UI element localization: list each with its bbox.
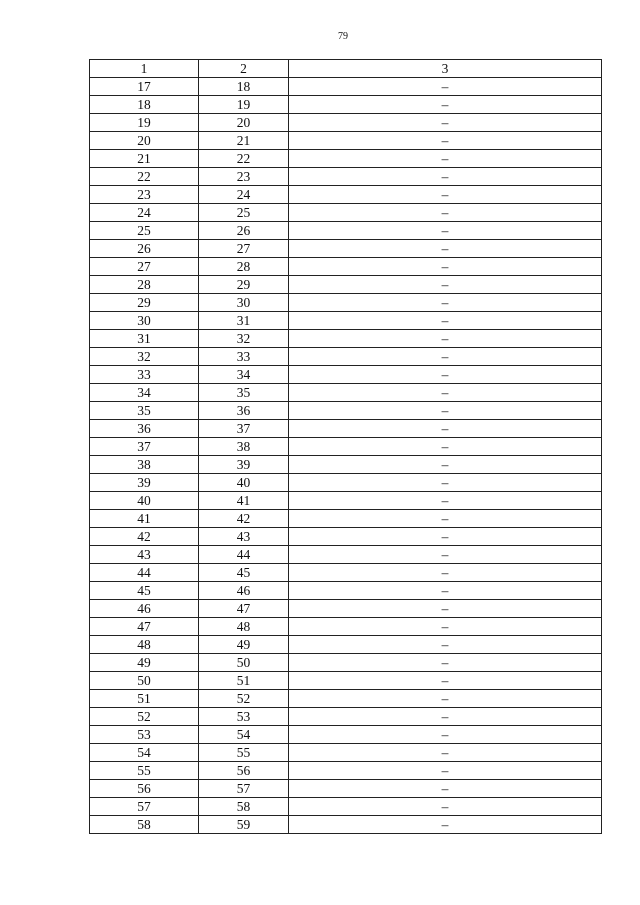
table-cell-col-1: 22 [90, 168, 199, 186]
table-cell-col-2: 50 [199, 654, 289, 672]
table-row [90, 492, 602, 510]
table-row [90, 474, 602, 492]
table-cell-col-2: 55 [199, 744, 289, 762]
table-cell-col-3: – [289, 276, 602, 294]
table-row [90, 636, 602, 654]
table-cell-col-2: 30 [199, 294, 289, 312]
table-cell-col-3: – [289, 222, 602, 240]
table-cell-col-3: – [289, 654, 602, 672]
table-cell-col-3: – [289, 708, 602, 726]
table-body [90, 78, 602, 834]
table-cell-col-3: – [289, 798, 602, 816]
table-cell-col-2: 52 [199, 690, 289, 708]
table-row [90, 366, 602, 384]
data-table [89, 59, 602, 834]
data-table-container [89, 59, 601, 834]
table-row [90, 780, 602, 798]
table-cell-col-3: – [289, 78, 602, 96]
table-row [90, 456, 602, 474]
table-cell-col-3: – [289, 420, 602, 438]
table-cell-col-3: – [289, 240, 602, 258]
table-cell-col-3: – [289, 492, 602, 510]
table-cell-col-3: – [289, 582, 602, 600]
table-row [90, 258, 602, 276]
table-cell-col-3: – [289, 96, 602, 114]
table-cell-col-3: – [289, 618, 602, 636]
table-cell-col-1: 53 [90, 726, 199, 744]
table-cell-col-2: 39 [199, 456, 289, 474]
table-cell-col-2: 42 [199, 510, 289, 528]
table-cell-col-2: 27 [199, 240, 289, 258]
table-cell-col-1: 29 [90, 294, 199, 312]
table-row [90, 402, 602, 420]
table-cell-col-1: 47 [90, 618, 199, 636]
table-row [90, 600, 602, 618]
table-cell-col-1: 35 [90, 402, 199, 420]
table-cell-col-2: 18 [199, 78, 289, 96]
table-row [90, 312, 602, 330]
table-row [90, 528, 602, 546]
table-row [90, 798, 602, 816]
table-cell-col-1: 32 [90, 348, 199, 366]
table-cell-col-3: – [289, 258, 602, 276]
table-cell-col-2: 31 [199, 312, 289, 330]
table-row [90, 546, 602, 564]
table-row [90, 150, 602, 168]
table-cell-col-2: 36 [199, 402, 289, 420]
table-cell-col-1: 55 [90, 762, 199, 780]
table-cell-col-3: – [289, 438, 602, 456]
table-cell-col-3: – [289, 474, 602, 492]
table-row [90, 384, 602, 402]
table-row [90, 222, 602, 240]
table-cell-col-3: – [289, 690, 602, 708]
table-row [90, 654, 602, 672]
table-cell-col-3: – [289, 762, 602, 780]
table-row [90, 618, 602, 636]
table-cell-col-2: 57 [199, 780, 289, 798]
table-row [90, 96, 602, 114]
table-row [90, 348, 602, 366]
table-cell-col-2: 47 [199, 600, 289, 618]
table-row [90, 510, 602, 528]
table-row [90, 186, 602, 204]
table-cell-col-3: – [289, 510, 602, 528]
table-cell-col-3: – [289, 744, 602, 762]
table-cell-col-3: – [289, 726, 602, 744]
table-cell-col-1: 45 [90, 582, 199, 600]
table-cell-col-3: – [289, 366, 602, 384]
table-cell-col-2: 58 [199, 798, 289, 816]
table-cell-col-1: 20 [90, 132, 199, 150]
table-header-row [90, 60, 602, 78]
table-cell-col-2: 25 [199, 204, 289, 222]
table-row [90, 582, 602, 600]
table-cell-col-1: 42 [90, 528, 199, 546]
table-cell-col-1: 36 [90, 420, 199, 438]
table-cell-col-2: 33 [199, 348, 289, 366]
table-cell-col-3: – [289, 384, 602, 402]
table-cell-col-3: – [289, 402, 602, 420]
table-cell-col-3: – [289, 186, 602, 204]
table-cell-col-3: – [289, 600, 602, 618]
table-cell-col-1: 38 [90, 456, 199, 474]
table-cell-col-3: – [289, 672, 602, 690]
table-cell-col-1: 27 [90, 258, 199, 276]
table-cell-col-2: 24 [199, 186, 289, 204]
table-cell-col-2: 41 [199, 492, 289, 510]
table-row [90, 204, 602, 222]
table-cell-col-3: – [289, 636, 602, 654]
table-cell-col-2: 53 [199, 708, 289, 726]
table-cell-col-3: – [289, 312, 602, 330]
table-cell-col-2: 44 [199, 546, 289, 564]
table-cell-col-1: 49 [90, 654, 199, 672]
table-row [90, 132, 602, 150]
table-cell-col-2: 43 [199, 528, 289, 546]
page-number: 79 [338, 31, 348, 42]
table-cell-col-3: – [289, 114, 602, 132]
table-cell-col-1: 37 [90, 438, 199, 456]
table-row [90, 762, 602, 780]
table-row [90, 744, 602, 762]
table-cell-col-1: 30 [90, 312, 199, 330]
table-row [90, 672, 602, 690]
table-cell-col-1: 18 [90, 96, 199, 114]
table-cell-col-2: 22 [199, 150, 289, 168]
table-cell-col-1: 23 [90, 186, 199, 204]
table-cell-col-2: 20 [199, 114, 289, 132]
table-cell-col-2: 29 [199, 276, 289, 294]
table-cell-col-1: 48 [90, 636, 199, 654]
table-cell-col-1: 41 [90, 510, 199, 528]
table-row [90, 168, 602, 186]
table-row [90, 438, 602, 456]
table-cell-col-1: 33 [90, 366, 199, 384]
table-cell-col-1: 50 [90, 672, 199, 690]
table-cell-col-1: 34 [90, 384, 199, 402]
table-cell-col-1: 24 [90, 204, 199, 222]
table-cell-col-3: – [289, 546, 602, 564]
table-cell-col-2: 45 [199, 564, 289, 582]
table-cell-col-1: 52 [90, 708, 199, 726]
table-cell-col-2: 26 [199, 222, 289, 240]
table-cell-col-1: 17 [90, 78, 199, 96]
table-row [90, 708, 602, 726]
table-cell-col-2: 37 [199, 420, 289, 438]
table-cell-col-2: 59 [199, 816, 289, 834]
table-cell-col-3: – [289, 204, 602, 222]
column-header-2: 2 [199, 60, 289, 78]
column-header-1: 1 [90, 60, 199, 78]
table-cell-col-1: 21 [90, 150, 199, 168]
table-cell-col-2: 51 [199, 672, 289, 690]
table-cell-col-3: – [289, 780, 602, 798]
table-cell-col-1: 19 [90, 114, 199, 132]
table-cell-col-1: 26 [90, 240, 199, 258]
table-cell-col-1: 40 [90, 492, 199, 510]
table-cell-col-1: 46 [90, 600, 199, 618]
table-cell-col-3: – [289, 294, 602, 312]
table-cell-col-1: 56 [90, 780, 199, 798]
table-cell-col-3: – [289, 330, 602, 348]
table-cell-col-3: – [289, 564, 602, 582]
table-cell-col-1: 44 [90, 564, 199, 582]
table-cell-col-2: 35 [199, 384, 289, 402]
table-row [90, 564, 602, 582]
table-row [90, 114, 602, 132]
table-cell-col-2: 19 [199, 96, 289, 114]
table-cell-col-2: 21 [199, 132, 289, 150]
table-cell-col-2: 49 [199, 636, 289, 654]
table-cell-col-1: 39 [90, 474, 199, 492]
table-cell-col-2: 28 [199, 258, 289, 276]
table-cell-col-2: 34 [199, 366, 289, 384]
table-cell-col-2: 56 [199, 762, 289, 780]
table-row [90, 726, 602, 744]
table-cell-col-3: – [289, 132, 602, 150]
table-cell-col-3: – [289, 816, 602, 834]
table-row [90, 690, 602, 708]
table-cell-col-1: 51 [90, 690, 199, 708]
table-row [90, 240, 602, 258]
table-cell-col-3: – [289, 348, 602, 366]
table-row [90, 78, 602, 96]
table-row [90, 294, 602, 312]
table-cell-col-2: 23 [199, 168, 289, 186]
table-cell-col-2: 48 [199, 618, 289, 636]
table-cell-col-1: 43 [90, 546, 199, 564]
table-cell-col-2: 40 [199, 474, 289, 492]
table-cell-col-1: 58 [90, 816, 199, 834]
table-cell-col-3: – [289, 456, 602, 474]
table-cell-col-1: 28 [90, 276, 199, 294]
column-header-3: 3 [289, 60, 602, 78]
table-cell-col-3: – [289, 168, 602, 186]
table-cell-col-2: 46 [199, 582, 289, 600]
table-cell-col-2: 54 [199, 726, 289, 744]
table-row [90, 276, 602, 294]
table-row [90, 420, 602, 438]
table-cell-col-1: 25 [90, 222, 199, 240]
table-row [90, 816, 602, 834]
table-cell-col-2: 32 [199, 330, 289, 348]
table-row [90, 330, 602, 348]
table-cell-col-1: 31 [90, 330, 199, 348]
table-cell-col-3: – [289, 150, 602, 168]
table-cell-col-1: 54 [90, 744, 199, 762]
table-cell-col-3: – [289, 528, 602, 546]
table-cell-col-2: 38 [199, 438, 289, 456]
table-cell-col-1: 57 [90, 798, 199, 816]
